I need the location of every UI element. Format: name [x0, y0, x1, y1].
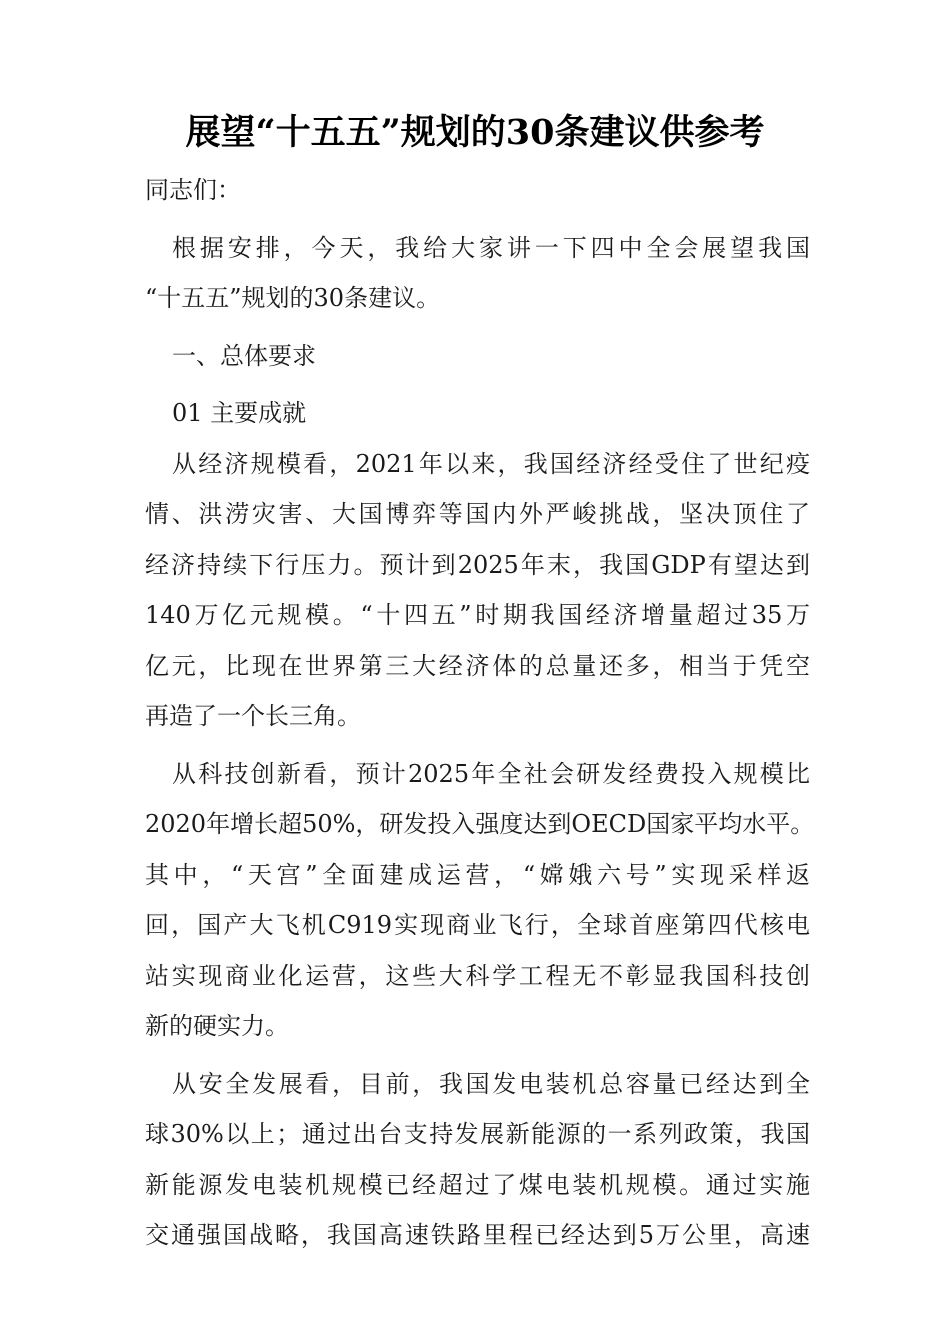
text-line: 再造了一个长三角。 [145, 702, 361, 730]
document-title: 展望“十五五”规划的30条建议供参考 [185, 112, 765, 153]
text-line: 情、洪涝灾害、大国博弈等国内外严峻挑战，坚决顶住了 [145, 500, 810, 528]
text-line: 交通强国战略，我国高速铁路里程已经达到5万公里，高速 [145, 1221, 810, 1249]
text-line: 亿元，比现在世界第三大经济体的总量还多，相当于凭空 [145, 651, 810, 680]
text-line: 140万亿元规模。“十四五”时期我国经济增量超过35万 [145, 601, 810, 629]
paragraph-economy [145, 439, 810, 742]
text-line: 回，国产大飞机C919实现商业飞行，全球首座第四代核电 [145, 911, 810, 939]
section-heading: 一、总体要求 [172, 341, 316, 370]
document-body [145, 165, 815, 1261]
text-line: 2020年增长超50%，研发投入强度达到OECD国家平均水平。 [145, 810, 815, 838]
text-line: 其中，“天宫”全面建成运营，“嫦娥六号”实现采样返 [145, 860, 810, 889]
text-line: 从经济规模看，2021年以来，我国经济经受住了世纪疫 [172, 449, 810, 478]
text-line: “十五五”规划的30条建议。 [145, 284, 441, 312]
text-line: 新能源发电装机规模已经超过了煤电装机规模。通过实施 [145, 1170, 810, 1199]
paragraph-security [145, 1059, 810, 1261]
subsection-heading: 01 主要成就 [172, 399, 307, 427]
text-line: 新的硬实力。 [145, 1012, 289, 1040]
text-line: 从科技创新看，预计2025年全社会研发经费投入规模比 [172, 759, 810, 788]
text-line: 球30%以上；通过出台支持发展新能源的一系列政策，我国 [145, 1120, 810, 1148]
paragraph-tech [145, 749, 815, 1052]
text-line: 经济持续下行压力。预计到2025年末，我国GDP有望达到 [145, 550, 810, 579]
text-line: 从安全发展看，目前，我国发电装机总容量已经达到全 [172, 1069, 810, 1098]
text-line: 根据安排，今天，我给大家讲一下四中全会展望我国 [172, 233, 810, 262]
intro-paragraph [145, 223, 810, 324]
salutation: 同志们： [145, 176, 241, 204]
text-line: 站实现商业化运营，这些大科学工程无不彰显我国科技创 [145, 961, 810, 990]
